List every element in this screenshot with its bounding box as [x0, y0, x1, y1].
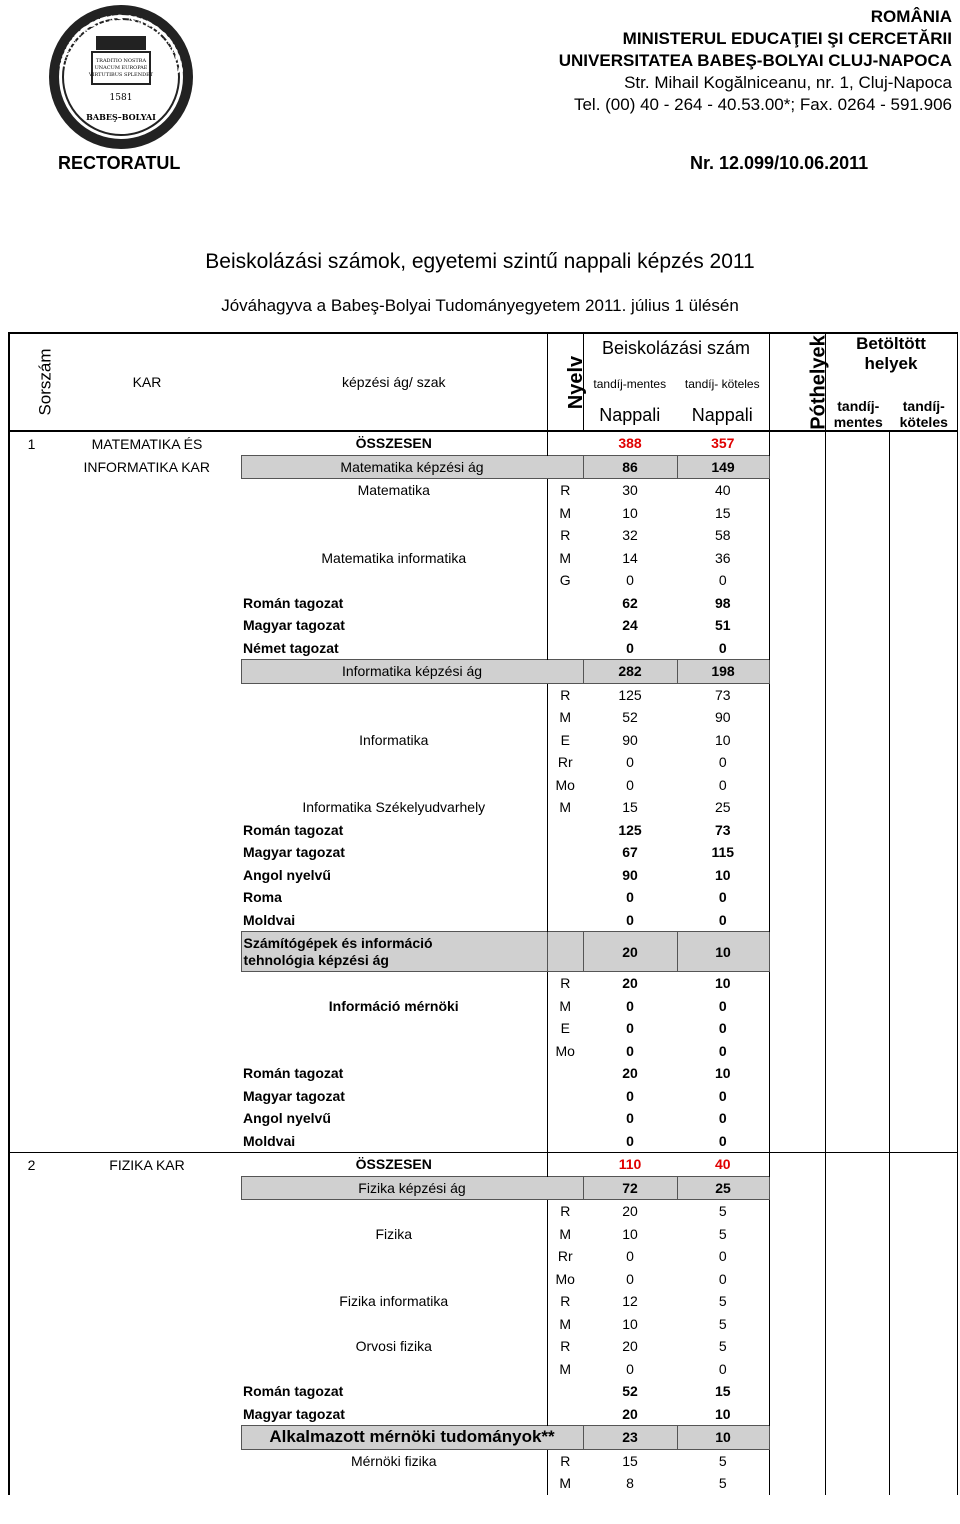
table-row: Számítógépek és információ tehnológia képzési ág 20 10 [9, 932, 957, 972]
col-beiskolazasi: Beiskolázási szám tandíj-mentes tandíj- köteles Nappali Nappali [583, 333, 769, 431]
col-kar: KAR [132, 374, 162, 390]
svg-text:UNACUM EUROPAE: UNACUM EUROPAE [94, 65, 148, 71]
table-row: G 0 0 [9, 569, 957, 592]
table-row: Mérnöki fizika R 15 5 [9, 1449, 957, 1472]
table-row: Fizika képzési ág 72 25 [9, 1176, 957, 1200]
table-row: Moldvai 0 0 [9, 1130, 957, 1153]
table-row: Angol nyelvű 90 10 [9, 864, 957, 887]
table-row: Román tagozat 62 98 [9, 592, 957, 615]
table-row: Roma 0 0 [9, 886, 957, 909]
table-row: Matematika R 30 40 [9, 479, 957, 502]
table-row: Német tagozat 0 0 [9, 637, 957, 660]
table-row: Informatika E 90 10 [9, 729, 957, 752]
university-seal [46, 2, 196, 152]
table-row: Fizika informatika R 12 5 [9, 1290, 957, 1313]
table-header-row [9, 333, 957, 431]
table-row: Magyar tagozat 20 10 [9, 1403, 957, 1426]
table-row: Román tagozat 52 15 [9, 1380, 957, 1403]
phone-fax: Tel. (00) 40 - 264 - 40.53.00*; Fax. 0264 - 591.906 [573, 95, 952, 114]
table-row: Angol nyelvű 0 0 [9, 1107, 957, 1130]
table-row: M 8 5 [9, 1472, 957, 1495]
svg-text:TRADITIO NOSTRA: TRADITIO NOSTRA [95, 58, 147, 64]
rectoratul-label: RECTORATUL [58, 153, 181, 173]
table-row: M 10 5 [9, 1313, 957, 1336]
svg-text:UNIVERSITAS NAPOCENSIS: UNIVERSITAS NAPOCENSIS [58, 13, 184, 75]
table-row: INFORMATIKA KAR Matematika képzési ág 86 149 [9, 455, 957, 479]
table-row: M 10 15 [9, 502, 957, 525]
enrollment-table [8, 332, 958, 1495]
table-row: Rr 0 0 [9, 751, 957, 774]
table-row: Rr 0 0 [9, 1245, 957, 1268]
col-betoltott: Betöltött helyek tandíj- mentes tandíj- köteles [825, 333, 957, 431]
table-row: Informatika képzési ág 282 198 [9, 660, 957, 684]
table-row: R 125 73 [9, 683, 957, 706]
table-row: Informatika Székelyudvarhely M 15 25 [9, 796, 957, 819]
ministry: MINISTERUL EDUCAŢIEI ŞI CERCETĂRII [622, 29, 952, 48]
table-row: Mo 0 0 [9, 774, 957, 797]
table-row: 1 MATEMATIKA ÉS ÖSSZESEN 388 357 [9, 431, 957, 455]
col-pothelyek: Póthelyek [769, 333, 825, 431]
table-row: M 0 0 [9, 1358, 957, 1381]
table-row: Mo 0 0 [9, 1040, 957, 1063]
table-row: 2 FIZIKA KAR ÖSSZESEN 110 40 [9, 1153, 957, 1177]
table-row: R 32 58 [9, 524, 957, 547]
table-row: Mo 0 0 [9, 1268, 957, 1291]
table-row: Román tagozat 125 73 [9, 819, 957, 842]
page-title: Beiskolázási számok, egyetemi szintű nappali képzés 2011 [205, 250, 755, 273]
table-row: Fizika M 10 5 [9, 1223, 957, 1246]
table-row: Magyar tagozat 0 0 [9, 1085, 957, 1108]
table-row: Román tagozat 20 10 [9, 1062, 957, 1085]
table-row: R 20 10 [9, 972, 957, 995]
table-row: Orvosi fizika R 20 5 [9, 1335, 957, 1358]
table-row: Magyar tagozat 67 115 [9, 841, 957, 864]
col-szak: képzési ág/ szak [342, 374, 446, 390]
table-row: M 52 90 [9, 706, 957, 729]
university-name: UNIVERSITATEA BABEŞ-BOLYAI CLUJ-NAPOCA [558, 51, 952, 70]
col-sorszam: Sorszám [9, 333, 53, 431]
table-row: E 0 0 [9, 1017, 957, 1040]
col-nyelv: Nyelv [547, 333, 583, 431]
street-address: Str. Mihail Kogălniceanu, nr. 1, Cluj-Napoca [624, 73, 952, 92]
svg-text:1581: 1581 [109, 93, 133, 103]
table-row: R 20 5 [9, 1200, 957, 1223]
page-subtitle: Jóváhagyva a Babeş-Bolyai Tudományegyetem 2011. július 1 ülésén [221, 296, 739, 315]
svg-text:BABEŞ–BOLYAI: BABEŞ–BOLYAI [86, 112, 156, 122]
table-row: Információ mérnöki M 0 0 [9, 995, 957, 1018]
document-number: Nr. 12.099/10.06.2011 [690, 153, 869, 173]
table-row: Magyar tagozat 24 51 [9, 614, 957, 637]
table-row: Alkalmazott mérnöki tudományok** 23 10 [9, 1426, 957, 1450]
institution-header [559, 6, 952, 116]
table-row: Moldvai 0 0 [9, 909, 957, 932]
svg-text:VIRTUTIBUS SPLENDET: VIRTUTIBUS SPLENDET [88, 72, 154, 78]
table-row: Matematika informatika M 14 36 [9, 547, 957, 570]
country: ROMÂNIA [870, 7, 952, 26]
